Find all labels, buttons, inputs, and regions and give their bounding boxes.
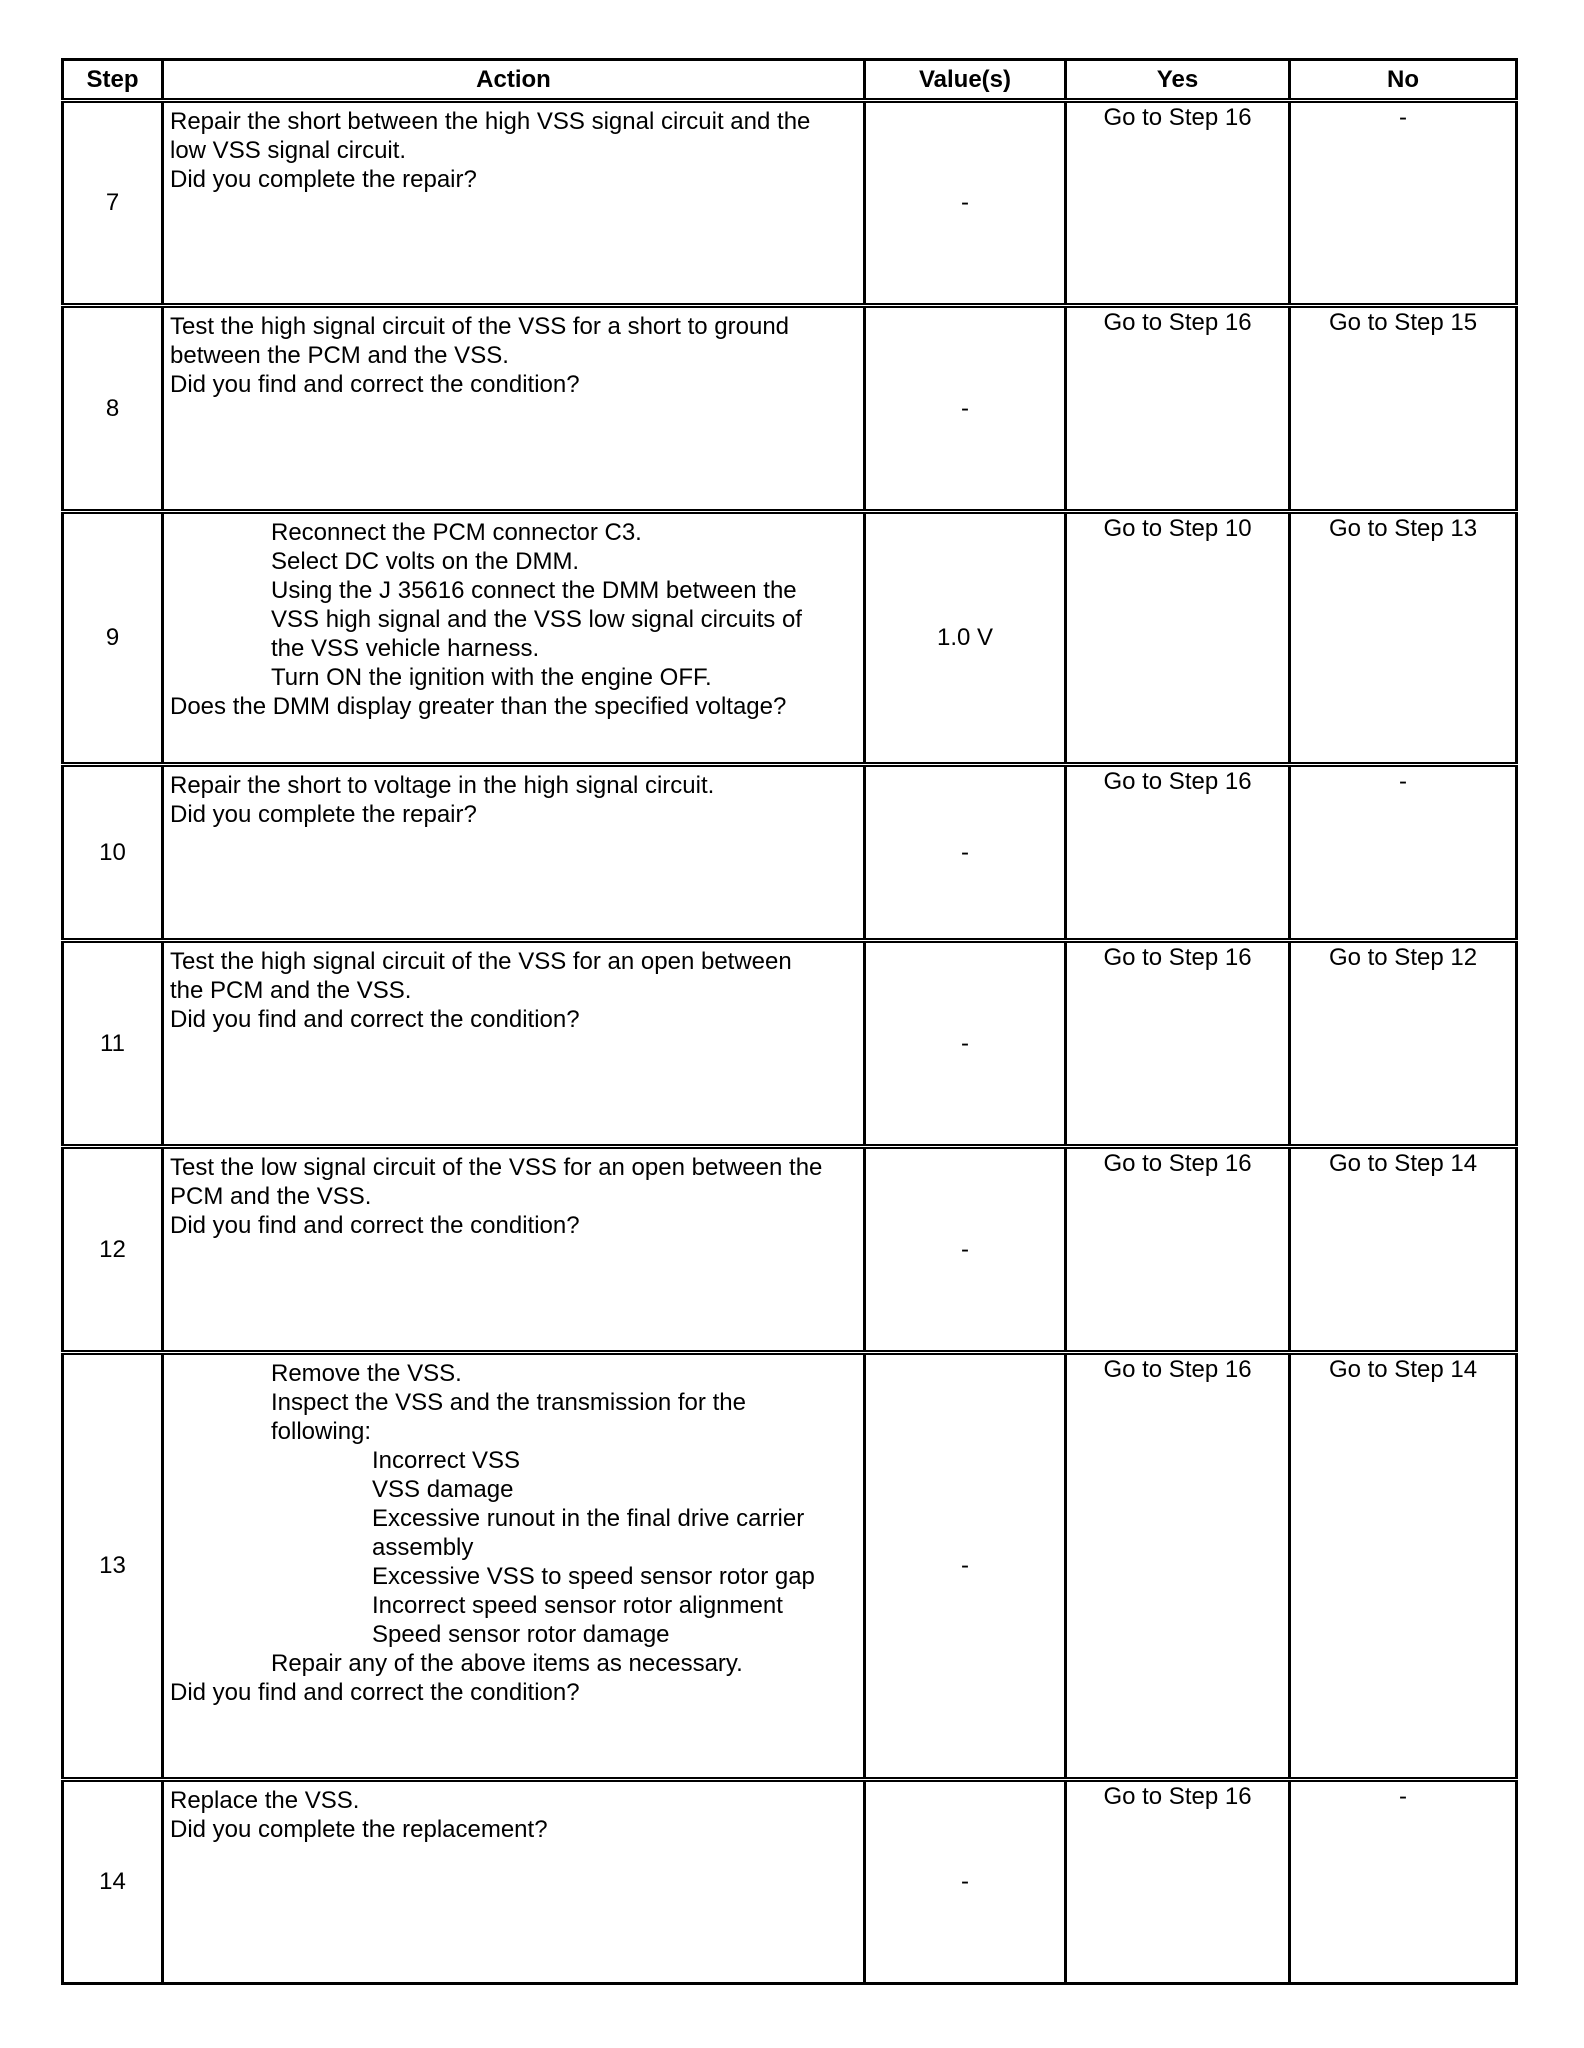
action-line: Repair the short between the high VSS signal circuit and the [170,108,811,135]
table-row [63,941,1517,1147]
action-cell [163,306,865,512]
header-yes: Yes [1066,60,1290,101]
action-question: Did you find and correct the condition? [170,1212,580,1239]
no-next-step: Go to Step 14 [1328,1356,1478,1383]
action-line: between the PCM and the VSS. [170,342,509,369]
action-line: Inspect the VSS and the transmission for the [271,1389,746,1416]
no-cell [1290,306,1517,512]
step-number: 7 [63,101,163,306]
yes-cell [1066,765,1290,941]
action-cell [163,765,865,941]
action-line: Select DC volts on the DMM. [271,548,580,575]
no-next-step: - [1399,104,1407,131]
step-number: 9 [63,512,163,765]
no-next-step: Go to Step 13 [1328,515,1478,542]
yes-next-step: Go to Step 10 [1103,515,1252,542]
action-line: following: [271,1418,372,1445]
action-cell [163,1780,865,1984]
value-cell: - [865,1780,1066,1984]
yes-cell [1066,1780,1290,1984]
action-question: Did you complete the repair? [170,166,477,193]
value-cell: 1.0 V [865,512,1066,765]
yes-next-step: Go to Step 16 [1103,1150,1252,1177]
action-line: the VSS vehicle harness. [271,635,540,662]
diagnostic-table [61,58,1518,1985]
action-line: VSS high signal and the VSS low signal circuits of [271,606,802,633]
step-number: 8 [63,306,163,512]
yes-next-step: Go to Step 16 [1103,768,1252,795]
action-line: Excessive runout in the final drive carrier [372,1505,805,1532]
yes-next-step: Go to Step 16 [1103,944,1252,971]
step-number: 11 [63,941,163,1147]
no-cell [1290,1780,1517,1984]
value-cell: - [865,306,1066,512]
no-cell [1290,941,1517,1147]
table-row [63,512,1517,765]
step-number: 12 [63,1147,163,1353]
action-line: assembly [372,1534,474,1561]
action-line: Speed sensor rotor damage [372,1621,670,1648]
value-cell: - [865,1353,1066,1780]
value-cell: - [865,765,1066,941]
action-cell [163,1147,865,1353]
step-number: 14 [63,1780,163,1984]
no-cell [1290,101,1517,306]
action-cell [163,101,865,306]
action-line: Excessive VSS to speed sensor rotor gap [372,1563,815,1590]
yes-cell [1066,512,1290,765]
no-next-step: - [1399,1783,1407,1810]
action-question: Did you find and correct the condition? [170,1679,580,1706]
value-cell: - [865,1147,1066,1353]
value-cell: - [865,101,1066,306]
table-row [63,1353,1517,1780]
action-question: Does the DMM display greater than the specified voltage? [170,693,787,720]
yes-cell [1066,306,1290,512]
no-cell [1290,1147,1517,1353]
table-row [63,1780,1517,1984]
step-number: 10 [63,765,163,941]
action-line: Replace the VSS. [170,1787,360,1814]
action-question: Did you complete the repair? [170,801,477,828]
action-question: Did you find and correct the condition? [170,371,580,398]
table-row [63,1147,1517,1353]
table-row [63,765,1517,941]
action-line: low VSS signal circuit. [170,137,407,164]
yes-next-step: Go to Step 16 [1103,1356,1252,1383]
action-line: Test the low signal circuit of the VSS for an open between the [170,1154,823,1181]
no-cell [1290,512,1517,765]
action-line: VSS damage [372,1476,514,1503]
table-row [63,101,1517,306]
action-question: Did you find and correct the condition? [170,1006,580,1033]
action-line: Incorrect speed sensor rotor alignment [372,1592,783,1619]
yes-next-step: Go to Step 16 [1103,1783,1252,1810]
action-line: PCM and the VSS. [170,1183,372,1210]
yes-next-step: Go to Step 16 [1103,104,1252,131]
table-row [63,306,1517,512]
yes-cell [1066,1353,1290,1780]
action-line: Test the high signal circuit of the VSS for a short to ground [170,313,790,340]
no-cell [1290,1353,1517,1780]
yes-cell [1066,1147,1290,1353]
action-cell [163,941,865,1147]
step-number: 13 [63,1353,163,1780]
header-row [63,60,1517,101]
header-step: Step [63,60,163,101]
header-no: No [1290,60,1517,101]
action-line: Using the J 35616 connect the DMM between the [271,577,797,604]
no-next-step: Go to Step 12 [1328,944,1478,971]
no-next-step: Go to Step 15 [1328,309,1478,336]
action-cell [163,1353,865,1780]
no-cell [1290,765,1517,941]
yes-cell [1066,941,1290,1147]
action-line: Test the high signal circuit of the VSS for an open between [170,948,792,975]
header-values: Value(s) [865,60,1066,101]
action-line: Repair the short to voltage in the high signal circuit. [170,772,715,799]
action-line: Reconnect the PCM connector C3. [271,519,642,546]
yes-next-step: Go to Step 16 [1103,309,1252,336]
action-cell [163,512,865,765]
action-line: Incorrect VSS [372,1447,521,1474]
yes-cell [1066,101,1290,306]
value-cell: - [865,941,1066,1147]
action-line: Repair any of the above items as necessary. [271,1650,743,1677]
action-question: Did you complete the replacement? [170,1816,548,1843]
action-line: Turn ON the ignition with the engine OFF. [271,664,712,691]
action-line: the PCM and the VSS. [170,977,412,1004]
no-next-step: Go to Step 14 [1328,1150,1478,1177]
action-line: Remove the VSS. [271,1360,462,1387]
header-action: Action [163,60,865,101]
no-next-step: - [1399,768,1407,795]
